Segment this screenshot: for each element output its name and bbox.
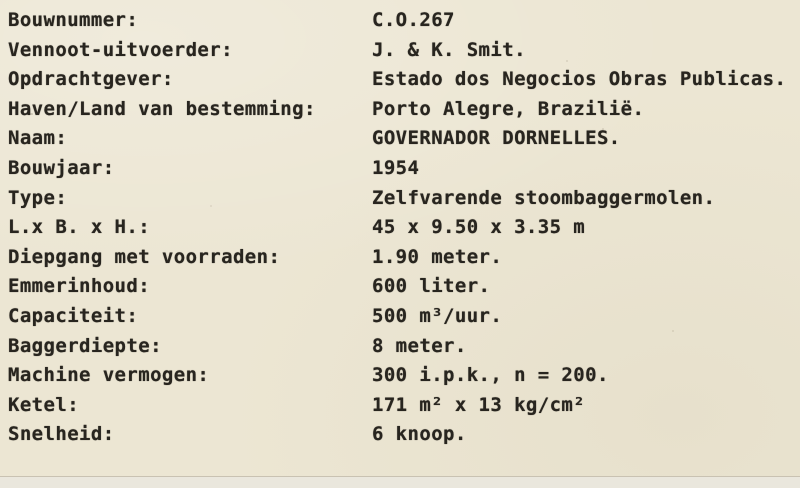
field-value: 45 x 9.50 x 3.35 m — [372, 216, 586, 239]
field-value: J. & K. Smit. — [372, 38, 526, 61]
field-value: C.O.267 — [372, 9, 455, 31]
field-value: 600 liter. — [372, 275, 491, 298]
record-row — [8, 65, 800, 95]
field-value: Estado dos Negocios Obras Publicas. — [372, 68, 787, 91]
paper-speck — [672, 330, 674, 332]
field-label: Bouwjaar: — [8, 156, 115, 179]
field-label: Emmerinhoud: — [8, 275, 151, 298]
field-label: Bouwnummer: — [8, 9, 139, 31]
field-value: GOVERNADOR DORNELLES. — [372, 127, 621, 150]
record-rows — [8, 6, 800, 450]
field-value: 1954 — [372, 156, 420, 179]
field-value: 171 m² x 13 kg/cm² — [372, 393, 586, 416]
record-row — [8, 6, 800, 36]
field-label: Baggerdiepte: — [8, 334, 162, 357]
record-row — [8, 243, 800, 273]
record-row — [8, 420, 800, 450]
field-label: Haven/Land van bestemming: — [8, 97, 316, 120]
paper-speck — [566, 60, 568, 62]
paper-speck — [210, 205, 212, 207]
field-value: 300 i.p.k., n = 200. — [372, 364, 609, 387]
record-row — [8, 272, 800, 302]
card-bottom-edge — [0, 476, 800, 488]
record-row — [8, 95, 800, 125]
record-row — [8, 302, 800, 332]
field-value: 500 m³/uur. — [372, 304, 503, 327]
paper-speck — [30, 113, 33, 115]
field-label: Vennoot-uitvoerder: — [8, 38, 233, 61]
record-row — [8, 154, 800, 184]
field-label: L.x B. x H.: — [8, 216, 151, 239]
field-label: Naam: — [8, 127, 68, 150]
field-label: Snelheid: — [8, 423, 115, 446]
field-label: Diepgang met voorraden: — [8, 245, 281, 268]
field-value: 1.90 meter. — [372, 245, 503, 268]
record-row — [8, 124, 800, 154]
field-label: Capaciteit: — [8, 304, 139, 327]
field-value: 8 meter. — [372, 334, 467, 357]
field-label: Machine vermogen: — [8, 364, 210, 387]
field-value: 6 knoop. — [372, 423, 467, 446]
record-row — [8, 332, 800, 362]
field-label: Type: — [8, 186, 68, 209]
record-row — [8, 36, 800, 66]
record-row — [8, 213, 800, 243]
paper-speck — [602, 128, 604, 130]
field-label: Opdrachtgever: — [8, 68, 174, 91]
field-value: Zelfvarende stoombaggermolen. — [372, 186, 716, 209]
field-label: Ketel: — [8, 393, 80, 416]
record-row — [8, 361, 800, 391]
field-value: Porto Alegre, Brazilië. — [372, 97, 645, 120]
record-row — [8, 184, 800, 214]
record-row — [8, 391, 800, 421]
